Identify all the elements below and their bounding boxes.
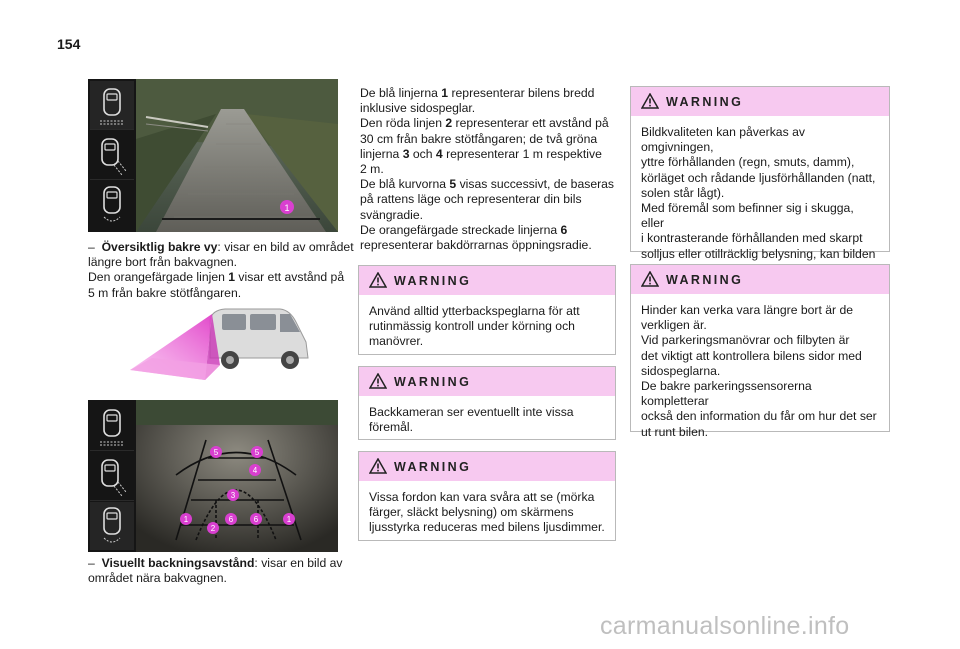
guideline-explanation xyxy=(360,86,620,253)
text-line: De bakre parkeringssensorerna kompletterar xyxy=(641,379,812,409)
list-dash: – xyxy=(88,556,95,570)
warning-title: WARNING xyxy=(666,273,744,287)
text-line: på rattens läge och representerar din bils xyxy=(360,192,582,207)
text-line: rutinmässig kontroll under körning och xyxy=(369,319,575,334)
text-line: verkligen är. xyxy=(641,318,707,333)
text-line: : visar en bild av xyxy=(254,556,343,570)
rear-camera-illustration xyxy=(130,300,310,382)
text-line: representerar 1 m respektive xyxy=(442,146,602,161)
camera-overview-image xyxy=(88,79,338,232)
warning-triangle-icon xyxy=(369,458,387,474)
warning-box-obstacles xyxy=(630,264,890,439)
ref-number: 2 xyxy=(445,116,453,131)
text-line: Backkameran ser eventuellt inte vissa xyxy=(369,405,574,419)
warning-triangle-icon xyxy=(641,93,659,109)
text-line: föremål. xyxy=(369,420,414,435)
text-line: området nära bakvagnen. xyxy=(88,571,227,586)
warning-title: WARNING xyxy=(666,95,744,109)
text-line: 30 cm från bakre stötfångaren; de två gröna xyxy=(360,131,598,146)
warning-title: WARNING xyxy=(394,274,472,288)
warning-box-mirrors xyxy=(358,265,616,355)
text-line: 5 m från bakre stötfångaren. xyxy=(88,285,242,300)
text-line: Använd alltid ytterbackspeglarna för att xyxy=(369,304,580,318)
close-label-6a: 6 xyxy=(228,515,234,524)
text-line: solen står lågt). xyxy=(641,185,725,200)
warning-triangle-icon xyxy=(641,271,659,287)
camera-guidelines-view xyxy=(136,400,338,552)
text-line: Med föremål som befinner sig i skugga, eller xyxy=(641,201,854,231)
text-line: Den orangefärgade linjen xyxy=(88,270,229,285)
overview-label-1: 1 xyxy=(284,203,290,213)
text-line: det viktigt att kontrollera bilens sidor med xyxy=(641,348,862,363)
text-line: representerar bakdörrarnas öppningsradie. xyxy=(360,238,592,253)
text-line: ljusstyrka reduceras med bilens ljusdimmer. xyxy=(369,520,605,535)
car-top-view-icon xyxy=(90,81,134,129)
warning-header xyxy=(631,265,889,294)
text-line: och xyxy=(409,146,436,161)
car-rear-zoom-icon xyxy=(90,452,134,500)
warning-header xyxy=(359,266,615,295)
warning-header xyxy=(631,87,889,116)
warning-title: WARNING xyxy=(394,460,472,474)
camera-mode-sidebar xyxy=(88,400,136,552)
warning-box-camera xyxy=(358,366,616,440)
text-line: Den röda linjen xyxy=(360,116,446,131)
close-label-6b: 6 xyxy=(253,515,259,524)
text-line: svängradie. xyxy=(360,207,424,222)
close-label-2: 2 xyxy=(210,524,216,533)
text-line: inklusive sidospeglar. xyxy=(360,101,476,116)
text-line: De blå linjerna xyxy=(360,86,442,100)
list-dash: – xyxy=(88,240,95,254)
text-line: De orangefärgade streckade linjerna xyxy=(360,222,561,237)
car-rear-view-icon xyxy=(90,181,134,229)
close-label-1b: 1 xyxy=(286,515,292,524)
text-line: Bildkvaliteten kan påverkas av omgivningen, xyxy=(641,125,805,155)
watermark: carmanualsonline.info xyxy=(600,612,850,640)
ref-number: 3 xyxy=(402,146,410,161)
reversing-description xyxy=(88,556,358,586)
overview-description xyxy=(88,240,358,301)
camera-close-image xyxy=(88,400,338,552)
text-line: linjerna xyxy=(360,146,403,161)
ref-number: 5 xyxy=(449,177,457,192)
text-line: Hinder kan verka vara längre bort är de xyxy=(641,303,854,317)
car-rear-view-icon xyxy=(90,502,134,550)
warning-triangle-icon xyxy=(369,373,387,389)
text-line: längre bort från bakvagnen. xyxy=(88,255,238,270)
close-label-1a: 1 xyxy=(183,515,189,524)
warning-title: WARNING xyxy=(394,375,472,389)
warning-header xyxy=(359,452,615,481)
text-line: ut runt bilen. xyxy=(641,424,709,439)
camera-mode-sidebar xyxy=(88,79,136,232)
close-label-5b: 5 xyxy=(254,448,260,457)
text-line: representerar ett avstånd på xyxy=(452,116,609,131)
page-number: 154 xyxy=(57,36,81,52)
close-label-3: 3 xyxy=(230,491,236,500)
ref-number: 1 xyxy=(441,86,449,100)
warning-header xyxy=(359,367,615,396)
text-line: Vid parkeringsmanövrar och filbyten är xyxy=(641,333,850,348)
text-line: visas successivt, de baseras xyxy=(456,177,615,192)
close-label-5a: 5 xyxy=(213,448,219,457)
text-line: också den information du får om hur det ser xyxy=(641,409,877,424)
text-line: manövrer. xyxy=(369,334,424,349)
text-line: : visar en bild av området xyxy=(217,240,354,254)
car-rear-zoom-icon xyxy=(90,131,134,179)
text-line: 2 m. xyxy=(360,162,384,177)
warning-box-image-quality xyxy=(630,86,890,261)
car-top-view-icon xyxy=(90,402,134,450)
reversing-title: Visuellt backningsavstånd xyxy=(101,556,255,570)
warning-triangle-icon xyxy=(369,272,387,288)
text-line: yttre förhållanden (regn, smuts, damm), xyxy=(641,155,855,170)
text-line: visar ett avstånd på xyxy=(235,270,345,285)
text-line: representerar bilens bredd xyxy=(448,86,595,100)
text-line: i kontrasterande förhållanden med skarpt xyxy=(641,231,863,246)
text-line: De blå kurvorna xyxy=(360,177,450,192)
ref-number: 6 xyxy=(560,222,568,237)
text-line: körläget och rådande ljusförhållanden (natt, xyxy=(641,170,876,185)
overview-title: Översiktlig bakre vy xyxy=(101,240,218,254)
text-line: solljus eller otillräcklig belysning, kan bilden xyxy=(641,246,876,261)
warning-box-brightness xyxy=(358,451,616,541)
ref-number: 1 xyxy=(228,270,236,285)
ref-number: 4 xyxy=(435,146,443,161)
camera-road-view xyxy=(136,79,338,232)
text-line: färger, släckt belysning) om skärmens xyxy=(369,505,574,520)
text-line: sidospeglarna. xyxy=(641,363,721,378)
text-line: Vissa fordon kan vara svåra att se (mörka xyxy=(369,490,595,504)
close-label-4: 4 xyxy=(252,466,258,475)
